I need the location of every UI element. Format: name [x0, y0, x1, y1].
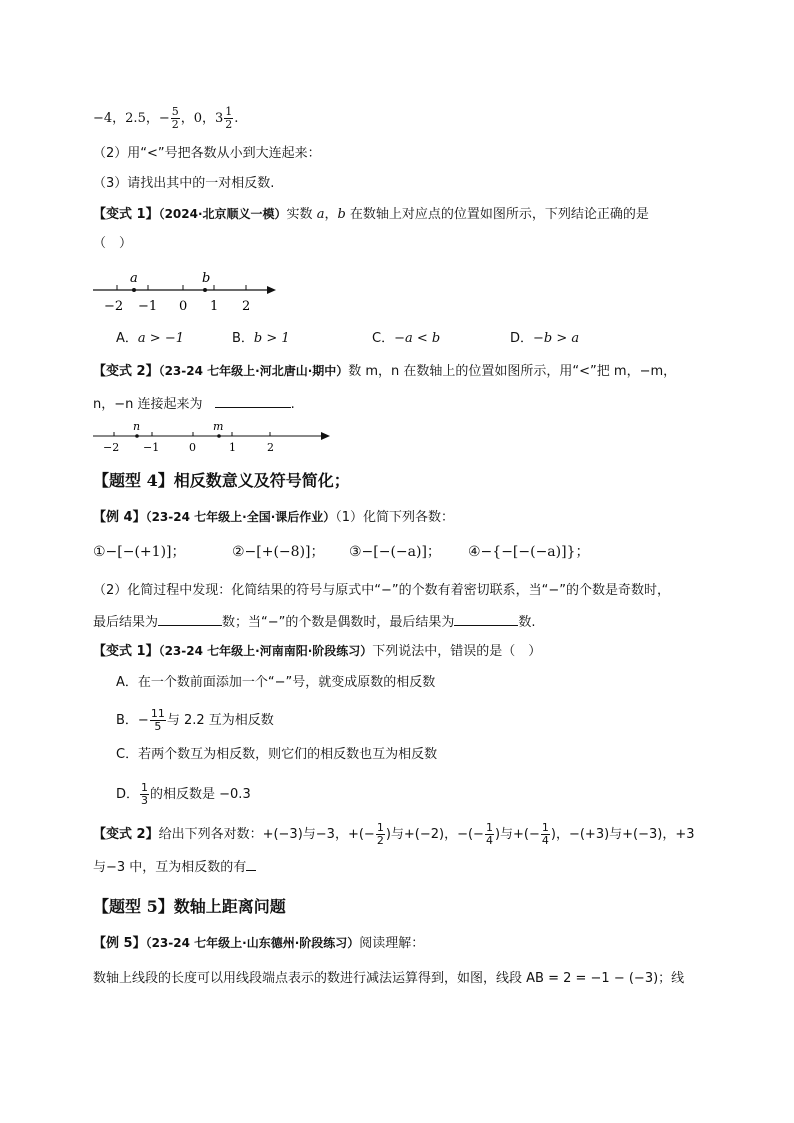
variant41-option-d[interactable]	[116, 782, 251, 807]
section-heading-4: 【题型 4】相反数意义及符号简化；	[93, 471, 350, 490]
answer-blank[interactable]	[246, 856, 256, 871]
tick-label: 2	[267, 441, 274, 454]
point-a-label: a	[130, 271, 138, 286]
option-label: A．	[116, 331, 138, 346]
example5-line1	[93, 934, 424, 953]
fraction-eleven-fifths	[150, 708, 166, 733]
variant41-text: 下列说法中，错误的是（ ）	[372, 644, 542, 659]
example4-p2-line1: （2）化简过程中发现：化简结果的符号与原式中“−”的个数有着密切联系，当“−”的个数是奇数时，	[93, 583, 670, 598]
fraction-numerator: 5	[171, 105, 179, 118]
answer-blank[interactable]	[454, 611, 518, 626]
point-n-label: n	[133, 420, 141, 433]
option-a[interactable]	[116, 330, 184, 348]
variant1-paren: （ ）	[93, 236, 133, 251]
tick-label: −2	[104, 299, 124, 314]
option-expr: −a < b	[394, 331, 441, 346]
expr-item-2: ②−[+(−8)]；	[232, 544, 325, 560]
variant2-text-b: n，−n 连接起来为	[93, 397, 203, 412]
variant42-tag: 【变式 2】	[93, 827, 159, 842]
variant41-option-a[interactable]: A．在一个数前面添加一个“−”号，就变成原数的相反数	[116, 675, 436, 690]
option-c[interactable]	[372, 330, 440, 348]
variant41-tag: 【变式 1】	[93, 644, 159, 659]
number-line-2	[90, 420, 335, 454]
fraction-denominator: 2	[225, 118, 233, 131]
point-a	[132, 288, 136, 292]
variant2-text-a: 数 m，n 在数轴上的位置如图所示，用“<”把 m，−m，	[348, 364, 677, 379]
option-label: D．	[510, 331, 534, 346]
variant2-line2	[93, 393, 295, 414]
example4-tag: 【例 4】	[93, 510, 146, 525]
option-text: 的相反数是 −0.3	[150, 787, 251, 802]
point-n	[135, 434, 139, 438]
option-expr: b > 1	[253, 331, 290, 346]
variant2-line1	[93, 362, 676, 381]
variant1-text-b: 在数轴上对应点的位置如图所示，下列结论正确的是	[345, 207, 649, 222]
option-d[interactable]	[510, 330, 579, 348]
fraction-numerator: 1	[485, 821, 493, 834]
example4-text: （1）化简下列各数：	[335, 510, 455, 525]
option-expr: −b > a	[533, 331, 580, 346]
fraction-denominator: 2	[171, 118, 179, 131]
text-fragment: )与+(−2)，−(−	[385, 827, 484, 842]
point-m	[217, 434, 221, 438]
tick-label: −1	[138, 299, 158, 314]
numbers-part-b: ，0，3	[180, 111, 224, 126]
option-expr: a > −1	[137, 331, 184, 346]
fraction-denominator: 5	[154, 720, 162, 733]
expr-item-4: ④−{−[−(−a)]}；	[468, 544, 590, 560]
question-2: （2）用“<”号把各数从小到大连起来：	[93, 146, 321, 161]
variant42-line2	[93, 856, 256, 877]
expr-item-3: ③−[−(−a)]；	[349, 544, 441, 560]
variant42-line1	[93, 822, 695, 847]
fraction-five-halves	[171, 106, 180, 131]
question-3: （3）请找出其中的一对相反数.	[93, 176, 275, 191]
variant41-option-c[interactable]: C．若两个数互为相反数，则它们的相反数也互为相反数	[116, 747, 438, 762]
text-fragment: )，−(+3)与+(−3)，+3	[550, 827, 695, 842]
text-fragment: 数；当“−”的个数是偶数时，最后结果为	[222, 615, 455, 630]
fraction-numerator: 1	[376, 821, 384, 834]
example5-text: 阅读理解：	[359, 936, 425, 951]
answer-blank[interactable]	[158, 611, 222, 626]
text-fragment: 最后结果为	[93, 615, 159, 630]
example4-source: （23-24 七年级上·全国·课后作业）	[145, 510, 336, 524]
tick-label: −2	[103, 441, 120, 454]
text-fragment: 与−3 中，互为相反数的有	[93, 860, 247, 875]
option-label: D．	[116, 787, 140, 802]
period: .	[234, 111, 239, 126]
fraction-numerator: 11	[150, 707, 165, 720]
expr-item-1: ①−[−(+1)]；	[93, 544, 186, 560]
period: .	[290, 397, 295, 412]
fraction-numerator: 1	[225, 105, 233, 118]
answer-blank[interactable]	[215, 393, 291, 408]
variant2-source: （23-24 七年级上·河北唐山·期中）	[158, 364, 349, 378]
example5-tag: 【例 5】	[93, 936, 146, 951]
fraction-one-quarter	[541, 822, 550, 847]
fraction-denominator: 2	[376, 834, 384, 847]
option-b[interactable]	[232, 330, 290, 348]
axis-arrow	[321, 432, 330, 440]
option-label: B．	[116, 713, 138, 728]
option-label: C．	[372, 331, 395, 346]
tick-label: 0	[189, 441, 196, 454]
fraction-denominator: 3	[141, 794, 149, 807]
example5-source: （23-24 七年级上·山东德州·阶段练习）	[145, 936, 360, 950]
option-text: 与 2.2 互为相反数	[166, 713, 274, 728]
fraction-one-third	[140, 782, 149, 807]
variant1-text-a: 实数	[286, 207, 317, 222]
variant2-tag: 【变式 2】	[93, 364, 159, 379]
variant1-line1	[93, 205, 649, 224]
example4-p2-line2	[93, 611, 536, 632]
fraction-one-half	[224, 106, 233, 131]
variant41-line1	[93, 642, 541, 661]
fraction-denominator: 4	[485, 834, 493, 847]
example4-line1	[93, 508, 454, 527]
fraction-denominator: 4	[541, 834, 549, 847]
number-line-1	[90, 268, 280, 316]
minus-sign: −	[137, 713, 149, 728]
fraction-one-quarter	[485, 822, 494, 847]
option-label: B．	[232, 331, 254, 346]
var-a: a	[316, 207, 325, 222]
variant41-option-b[interactable]	[116, 708, 274, 733]
tick-label: 1	[229, 441, 236, 454]
tick-label: 1	[210, 299, 219, 314]
point-b	[203, 288, 207, 292]
fraction-numerator: 1	[541, 821, 549, 834]
var-b: b	[337, 207, 346, 222]
axis-arrow	[267, 286, 276, 294]
point-b-label: b	[202, 271, 211, 286]
tick-label: −1	[143, 441, 160, 454]
tick-label: 2	[242, 299, 251, 314]
variant1-tag: 【变式 1】	[93, 207, 159, 222]
point-m-label: m	[213, 420, 224, 433]
text-fragment: )与+(−	[494, 827, 540, 842]
fraction-numerator: 1	[141, 781, 149, 794]
variant41-source: （23-24 七年级上·河南南阳·阶段练习）	[158, 644, 373, 658]
fraction-one-half	[376, 822, 385, 847]
example5-line2: 数轴上线段的长度可以用线段端点表示的数进行减法运算得到，如图，线段 AB = 2 = −1 − (−3)；线	[93, 971, 685, 986]
tick-label: 0	[179, 299, 188, 314]
numbers-list	[93, 106, 238, 131]
variant1-source: （2024·北京顺义一模）	[158, 207, 287, 221]
numbers-part-a: −4，2.5，	[93, 111, 159, 126]
separator: ，	[324, 207, 338, 222]
minus-sign: −	[158, 111, 170, 126]
text-fragment: 数.	[518, 615, 536, 630]
text-fragment: 给出下列各对数：+(−3)与−3，+(−	[158, 827, 375, 842]
section-heading-5: 【题型 5】数轴上距离问题	[93, 897, 286, 916]
